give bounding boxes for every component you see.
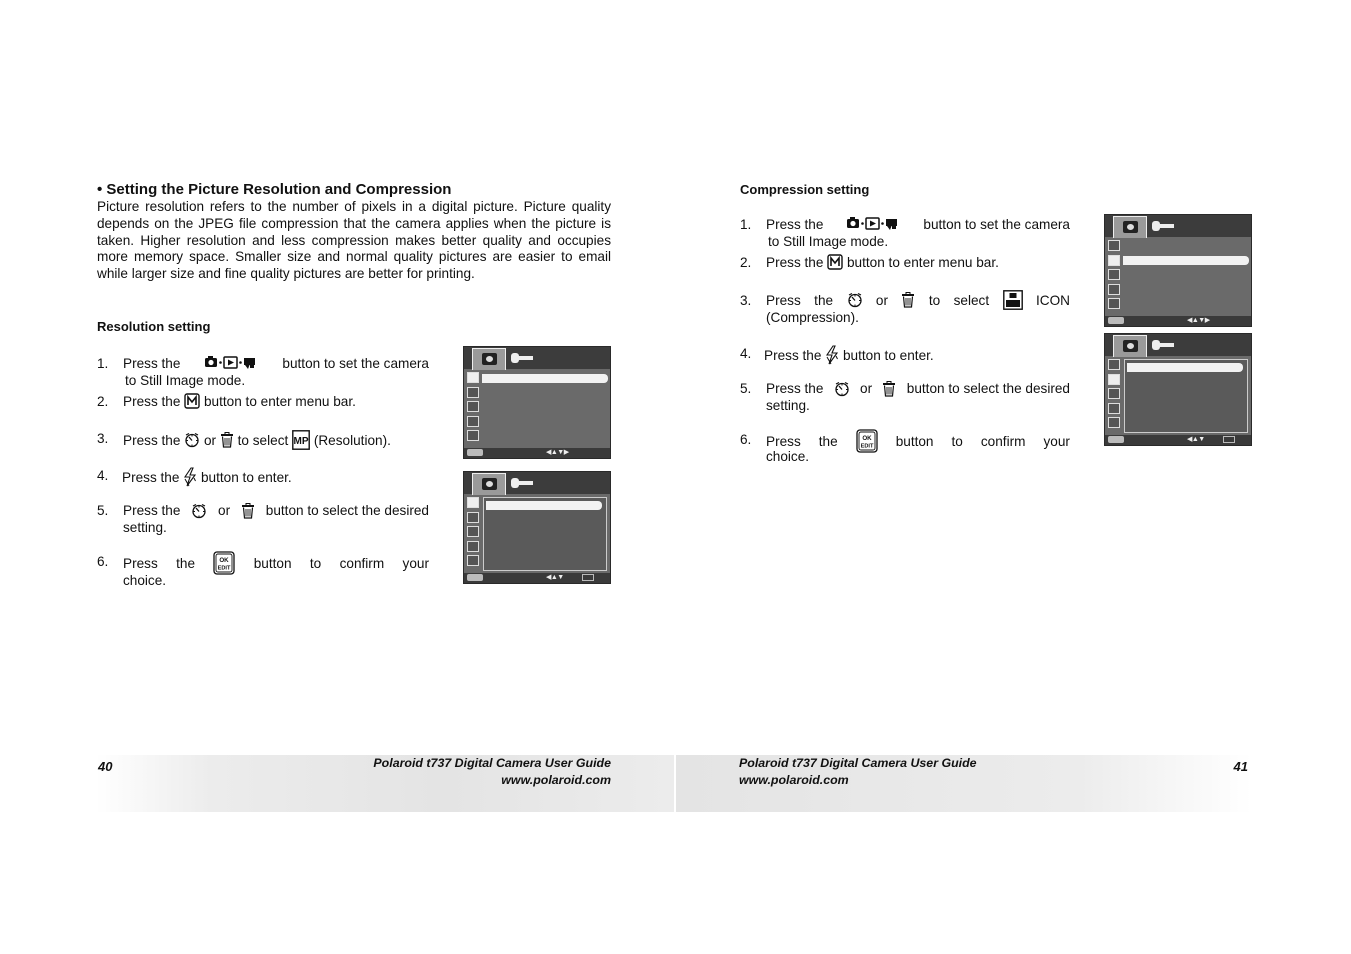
step-3: 3. Press the or to select (Resolution). [97,431,391,448]
nav-arrows-icon: ◀▲▼ [1187,436,1205,443]
section-title: • Setting the Picture Resolution and Compression [97,181,452,198]
website-link-left[interactable]: www.polaroid.com [501,773,611,787]
ok-edit-button-icon [213,551,235,575]
setup-tab-icon [1152,340,1174,350]
menu-chip-icon [1108,317,1124,324]
menu-item-icon [1108,269,1120,280]
menu-item-icon [467,416,479,427]
nav-arrows-icon: ◀▲▼ [546,574,564,581]
compression-setting-heading: Compression setting [740,182,870,197]
menu-item-icon [467,401,479,412]
delete-icon [901,292,915,308]
menu-item-icon [467,541,479,552]
camera-tab-icon [472,473,506,495]
compression-icon [1003,290,1023,310]
menu-item-icon [467,526,479,537]
menu-highlight-bar [482,374,608,383]
menu-button-icon [184,393,200,409]
setup-tab-icon [1152,221,1174,231]
delete-icon [241,503,255,519]
nav-arrows-icon: ◀▲▼▶ [546,449,569,456]
self-timer-icon [834,381,850,397]
delete-icon [220,432,234,448]
menu-highlight-bar [1123,256,1249,265]
resolution-menu-icon [1108,359,1120,370]
right-footer [676,755,1252,812]
step-2: 2. Press the button to enter menu bar. [740,255,999,270]
step-4: 4. Press the button to enter. [740,346,934,363]
setup-tab-icon [511,478,533,488]
ok-edit-button-icon [856,429,878,453]
intro-paragraph: Picture resolution refers to the number of pixels in a digital picture. Picture quality depends on the JPEG file compression that the camera applies when the picture is taken. Higher resolution and less compression makes better quality and occupies more memory space. Smaller size and normal quality pictures are easier to email while larger size and fine quality pictures are better for printing. [97,199,611,282]
menu-item-icon [1108,403,1120,414]
page-number-left: 40 [98,759,113,774]
resolution-menu-icon [467,497,479,508]
menu-chip-icon [467,574,483,581]
menu-item-icon [1108,284,1120,295]
mode-button-icon [847,216,899,233]
compression-menu-icon [467,387,479,398]
menu-item-icon [1108,388,1120,399]
self-timer-icon [847,292,863,308]
step-6: 6. Press the button to confirm your choice. [740,429,1070,469]
camera-tab-icon [1113,216,1147,238]
resolution-menu-icon [1108,240,1120,251]
resolution-menu-icon [467,372,479,383]
page-number-right: 41 [1233,759,1248,774]
camera-lcd-menu-compression [1104,214,1252,327]
menu-chip-icon [1108,436,1124,443]
flash-icon [183,467,197,487]
ok-chip-icon [582,574,594,581]
menu-item-icon [467,430,479,441]
flash-icon [825,345,839,365]
compression-menu-icon [1108,374,1120,385]
step-4: 4. Press the button to enter. [97,468,292,485]
menu-item-icon [467,555,479,566]
guide-title-right: Polaroid t737 Digital Camera User Guide [739,756,977,770]
website-link-right[interactable]: www.polaroid.com [739,773,849,787]
setup-tab-icon [511,353,533,363]
step-6: 6. Press the button to confirm your choice. [97,551,429,591]
nav-arrows-icon: ◀▲▼▶ [1187,317,1210,324]
camera-lcd-compression-submenu [1104,333,1252,446]
delete-icon [882,381,896,397]
option-highlight-bar [1127,363,1243,372]
step-3: 3. Press the or to select ICON (Compression). [740,290,1070,328]
camera-lcd-menu-resolution [463,346,611,459]
menu-chip-icon [467,449,483,456]
step-5: 5. Press the or button to select the desired setting. [97,503,429,535]
ok-chip-icon [1223,436,1235,443]
option-highlight-bar [486,501,602,510]
compression-menu-icon [1108,255,1120,266]
left-footer [96,755,674,812]
menu-item-icon [1108,298,1120,309]
step-1: 1. Press the button to set the camera to Still Image mode. [97,356,429,388]
resolution-mp-icon [292,430,310,450]
self-timer-icon [191,503,207,519]
compression-menu-icon [467,512,479,523]
guide-title-left: Polaroid t737 Digital Camera User Guide [373,756,611,770]
camera-tab-icon [1113,335,1147,357]
camera-tab-icon [472,348,506,370]
step-2: 2. Press the button to enter menu bar. [97,394,356,409]
step-1: 1. Press the button to set the camera to Still Image mode. [740,217,1070,249]
resolution-setting-heading: Resolution setting [97,319,211,334]
camera-lcd-resolution-submenu [463,471,611,584]
step-5: 5. Press the or button to select the desired setting. [740,381,1070,413]
mode-button-icon [205,355,257,372]
self-timer-icon [184,432,200,448]
menu-item-icon [1108,417,1120,428]
menu-button-icon [827,254,843,270]
